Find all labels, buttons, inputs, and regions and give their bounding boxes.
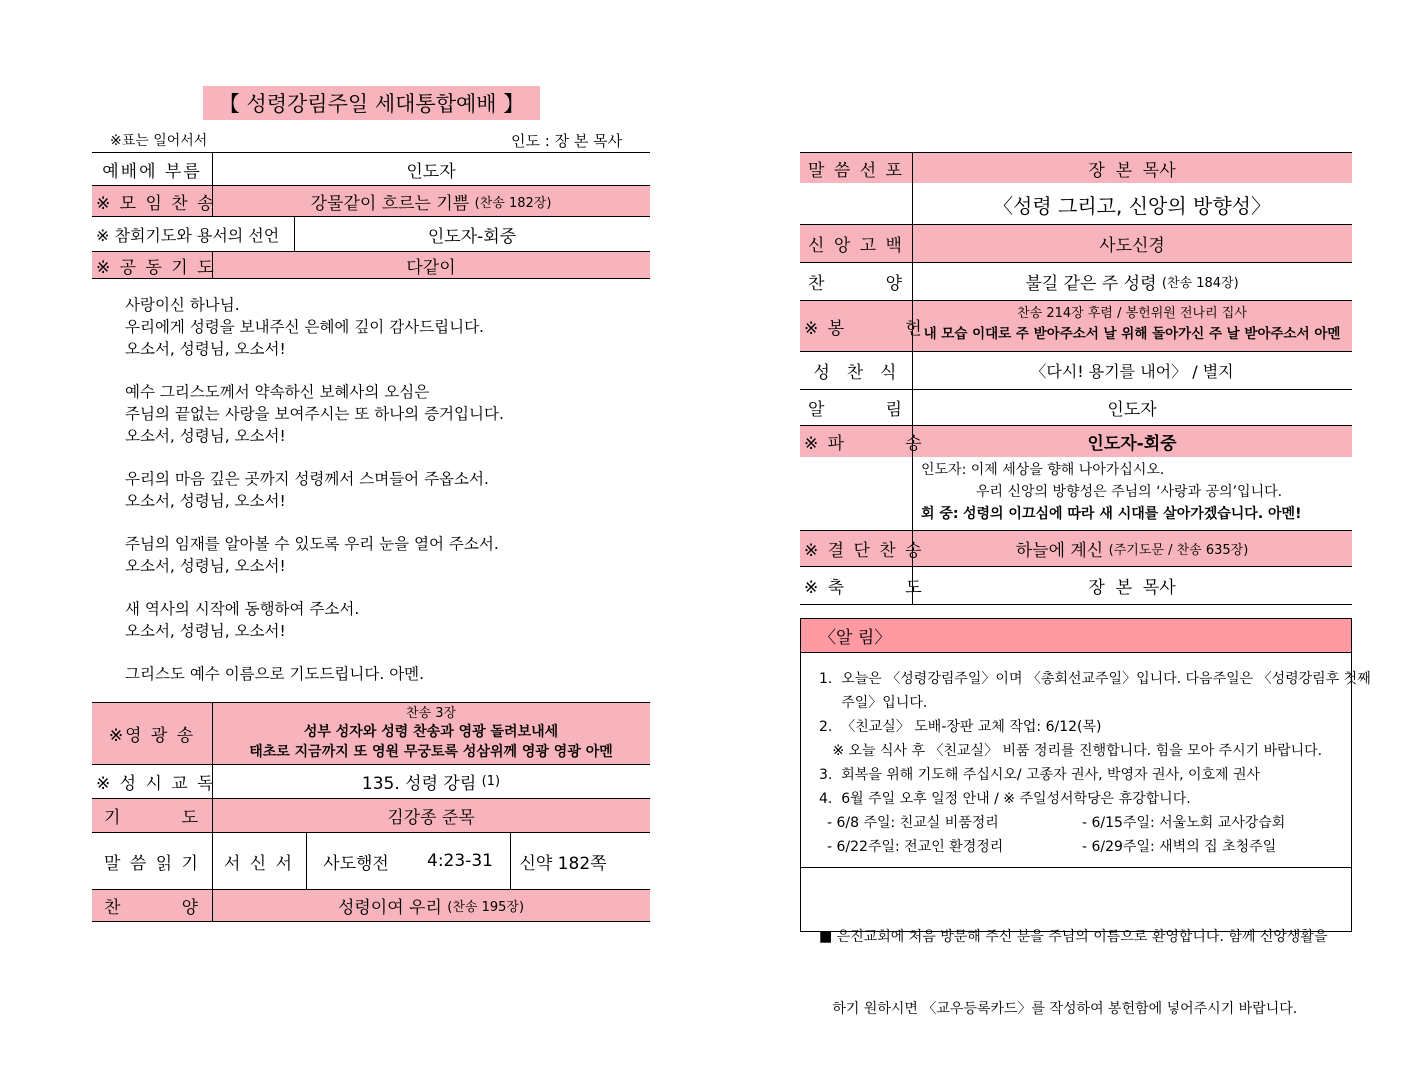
notice-item: 2. 〈친교실〉 도배-장판 교체 작업: 6/12(목) <box>819 719 1102 735</box>
notice-list <box>819 667 1371 859</box>
benediction-label: ※ 축 도 <box>804 578 924 598</box>
gathering-hymn-title: 강물같이 흐르는 기쁨 <box>310 193 470 214</box>
communion-label: 성 찬 식 <box>813 363 899 383</box>
sending-label: ※ 파 송 <box>804 434 924 454</box>
prayer-stanza: 예수 그리스도께서 약속하신 보혜사의 오심은 주님의 끝없는 사랑을 보여주시는 또 하나의 증거입니다. 오소서, 성령님, 오소서! <box>125 383 504 445</box>
prayer-stanza: 새 역사의 시작에 동행하여 주소서. 오소서, 성령님, 오소서! <box>125 600 360 640</box>
announcements-label: 알 림 <box>807 400 905 420</box>
sermon-preacher: 장 본 목사 <box>1088 160 1176 181</box>
praise-label: 찬 양 <box>103 898 201 918</box>
commitment-hymn-value: 하늘에 계신 (주기도문 / 찬송 635장) <box>1015 541 1249 561</box>
call-to-worship-value: 인도자 <box>406 161 456 182</box>
page-title-text: 【 성령강림주일 세대통합예배 】 <box>218 92 525 116</box>
confession-value: 인도자-회중 <box>427 226 517 247</box>
offering-content: 찬송 214장 후렴 / 봉헌위원 전나리 집사 내 모습 이대로 주 받아주소서 날 위해 돌아가신 주 날 받아주소서 아멘 <box>923 306 1341 342</box>
notice-item: 3. 회복을 위해 기도해 주십시오/ 고종자 권사, 박영자 권사, 이호제 권사 <box>819 767 1261 783</box>
notice-item: ※ 오늘 식사 후 〈친교실〉 비품 정리를 진행합니다. 힘을 모아 주시기 바랍니다. <box>819 743 1323 759</box>
scripture-book: 사도행전 <box>323 853 389 874</box>
sending-value: 인도자-회중 <box>1087 434 1177 454</box>
notice-heading: 〈알 림〉 <box>801 619 1351 653</box>
sermon-title: 〈성령 그리고, 신앙의 방향성〉 <box>993 193 1271 218</box>
benediction-value: 장 본 목사 <box>1088 578 1176 598</box>
common-prayer-label: ※ 공 동 기 도 <box>96 257 216 278</box>
schedule-row: - 6/22주일: 전교인 환경정리 - 6/29주일: 새벽의 집 초청주일 <box>827 839 1277 855</box>
responsive-reading-value: 135. 성령 강림 (1) <box>361 774 501 794</box>
call-to-worship-label: 예배에 부름 <box>102 161 202 182</box>
common-prayer-value: 다같이 <box>406 257 456 278</box>
anthem-label: 찬 양 <box>807 274 905 294</box>
gathering-hymn-number: (찬송 182장) <box>474 195 552 211</box>
welcome-note: ■ 은진교회에 처음 방문해 주신 분을 주님의 이름으로 환영합니다. 함께 신앙생활을 하기 원하시면 〈교우등록카드〉를 작성하여 봉헌함에 넣어주시기 바랍니다. <box>819 929 1328 1017</box>
anthem-value: 불길 같은 주 성령 (찬송 184장) <box>1025 274 1239 294</box>
notice-box <box>800 618 1371 1017</box>
scripture-testament: 서 신 서 <box>223 853 295 874</box>
notice-item: 4. 6월 주일 오후 일정 안내 / ※ 주일성서학당은 휴강합니다. <box>819 791 1191 807</box>
gathering-hymn-value <box>212 186 650 216</box>
confession-label: ※ 참회기도와 용서의 선언 <box>96 225 280 245</box>
gathering-hymn-label: ※ 모 임 찬 송 <box>96 193 216 214</box>
prayer-text <box>125 294 504 706</box>
creed-value: 사도신경 <box>1099 236 1165 256</box>
prayer-leader: 김강종 준목 <box>387 808 475 828</box>
announcements-value: 인도자 <box>1107 400 1157 420</box>
creed-label: 신 앙 고 백 <box>808 236 904 256</box>
prayer-stanza: 주님의 임재를 알아볼 수 있도록 우리 눈을 열어 주소서. 오소서, 성령님, 오소서! <box>125 535 499 575</box>
prayer-stanza: 그리스도 예수 이름으로 기도드립니다. 아멘. <box>125 665 425 683</box>
offering-label: ※ 봉 헌 <box>804 318 924 339</box>
schedule-row: - 6/8 주일: 친교실 비품정리 - 6/15주일: 서울노회 교사강습회 <box>827 815 1286 831</box>
leader-note: 인도 : 장 본 목사 <box>511 132 623 150</box>
praise-value: 성령이여 우리 (찬송 195장) <box>337 898 525 918</box>
scripture-verse: 4:23-31 <box>427 851 493 871</box>
page-title <box>203 86 540 120</box>
scripture-page: 신약 182쪽 <box>519 853 607 874</box>
prayer-label: 기 도 <box>103 808 201 828</box>
gloria-content: 찬송 3장 성부 성자와 성령 찬송과 영광 돌려보내세 태초로 지금까지 또 영원 무궁토록 성삼위께 영광 영광 아멘 <box>249 706 613 760</box>
notice-item: 1. 오늘은 〈성령강림주일〉이며 〈총회선교주일〉입니다. 다음주일은 〈성령강림후 첫째 <box>819 671 1371 687</box>
scripture-label: 말 씀 읽 기 <box>104 853 200 874</box>
responsive-reading-label: ※ 성 시 교 독 <box>96 774 216 794</box>
communion-value: 〈다시! 용기를 내어〉 / 별지 <box>1030 362 1234 381</box>
stand-note: ※표는 일어서서 <box>110 133 208 149</box>
prayer-stanza: 사랑이신 하나님. 우리에게 성령을 보내주신 은혜에 깊이 감사드립니다. 오소서, 성령님, 오소서! <box>125 296 484 358</box>
notice-item: 주일〉입니다. <box>819 695 928 711</box>
gloria-label: ※영 광 송 <box>108 726 196 746</box>
sermon-label: 말 씀 선 포 <box>808 160 904 181</box>
sending-text: 인도자: 이제 세상을 향해 나아가십시오. 우리 신앙의 방향성은 주님의 ‘사랑과 공의’입니다. 회 중: 성령의 이끄심에 따라 새 시대를 살아가겠습니다. 아멘! <box>921 462 1302 522</box>
commitment-hymn-label: ※ 결 단 찬 송 <box>804 541 924 561</box>
prayer-stanza: 우리의 마음 깊은 곳까지 성령께서 스며들어 주옵소서. 오소서, 성령님, 오소서! <box>125 470 489 510</box>
